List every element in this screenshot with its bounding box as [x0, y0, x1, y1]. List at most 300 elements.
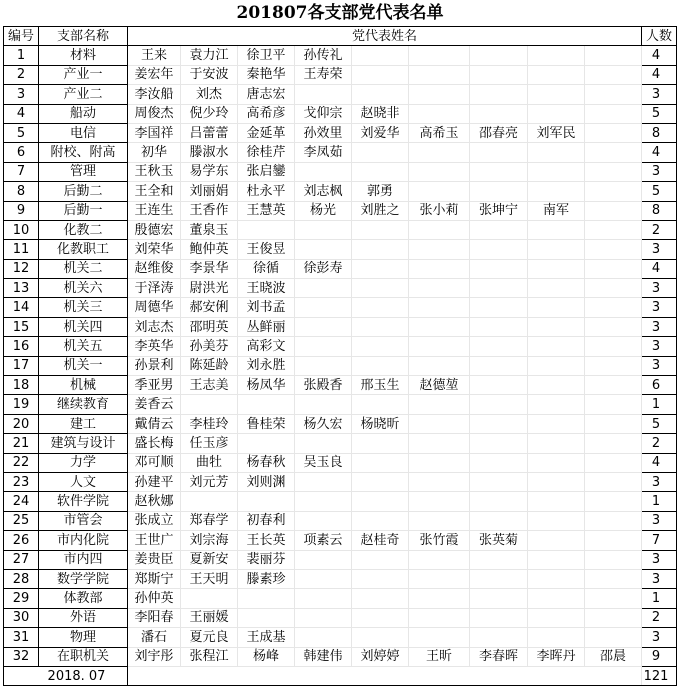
row-number: 10: [4, 220, 39, 239]
representative-name: 王世广: [128, 531, 181, 550]
representative-name: 郝安俐: [181, 298, 238, 317]
representative-name: 杨春秋: [238, 453, 295, 472]
representative-name: 李汝船: [128, 85, 181, 104]
representative-name: [295, 395, 352, 414]
representative-name: 初春利: [238, 511, 295, 530]
representative-name: 吴玉良: [295, 453, 352, 472]
representative-name: [409, 550, 470, 569]
table-row: [4, 104, 677, 123]
representative-name: [352, 453, 409, 472]
row-number: 32: [4, 647, 39, 666]
representative-name: 王俊昱: [238, 240, 295, 259]
representative-name: [295, 240, 352, 259]
representative-name: [295, 434, 352, 453]
branch-name: 市内四: [39, 550, 128, 569]
representative-name: [470, 46, 528, 65]
representative-name: [409, 143, 470, 162]
row-number: 17: [4, 356, 39, 375]
row-number: 21: [4, 434, 39, 453]
representative-name: [352, 65, 409, 84]
table-row: [4, 569, 677, 588]
representative-name: [528, 182, 585, 201]
representative-name: [528, 395, 585, 414]
representative-name: [470, 492, 528, 511]
representative-name: [585, 550, 642, 569]
representative-count: 4: [642, 143, 677, 162]
representative-name: 周德华: [128, 298, 181, 317]
representative-name: [470, 162, 528, 181]
representative-name: [470, 240, 528, 259]
representative-name: 尉洪光: [181, 279, 238, 298]
representative-count: 2: [642, 434, 677, 453]
representative-name: 戈仰宗: [295, 104, 352, 123]
header-branch: 支部名称: [39, 27, 128, 46]
representative-name: 王成基: [238, 628, 295, 647]
representative-count: 3: [642, 162, 677, 181]
representative-name: [409, 492, 470, 511]
representative-name: 陈延龄: [181, 356, 238, 375]
representative-name: [585, 511, 642, 530]
table-row: [4, 472, 677, 491]
representative-name: [585, 240, 642, 259]
row-number: 25: [4, 511, 39, 530]
representative-name: [352, 608, 409, 627]
representative-name: [470, 376, 528, 395]
representative-name: [409, 569, 470, 588]
table-row: [4, 414, 677, 433]
representative-name: [409, 453, 470, 472]
table-row: [4, 453, 677, 472]
representative-count: 2: [642, 608, 677, 627]
representative-name: [470, 395, 528, 414]
representative-name: [181, 589, 238, 608]
representative-name: 高希玉: [409, 123, 470, 142]
representative-name: [528, 569, 585, 588]
representative-name: 王丽媛: [181, 608, 238, 627]
representative-name: [470, 434, 528, 453]
representative-name: [585, 201, 642, 220]
row-number: 18: [4, 376, 39, 395]
branch-name: 外语: [39, 608, 128, 627]
row-number: 20: [4, 414, 39, 433]
row-number: 16: [4, 337, 39, 356]
representative-name: [409, 511, 470, 530]
representative-name: 夏元良: [181, 628, 238, 647]
representative-name: 吕蕾蕾: [181, 123, 238, 142]
table-row: [4, 531, 677, 550]
branch-name: 机关六: [39, 279, 128, 298]
table-row: [4, 317, 677, 336]
representative-name: [295, 550, 352, 569]
representative-name: 刘永胜: [238, 356, 295, 375]
representative-name: 周俊杰: [128, 104, 181, 123]
representative-name: 刘爱华: [352, 123, 409, 142]
representative-name: 杨光: [295, 201, 352, 220]
representative-name: 徐桂芹: [238, 143, 295, 162]
footer-total: 121: [642, 666, 677, 685]
branch-name: 产业一: [39, 65, 128, 84]
representative-name: [238, 434, 295, 453]
representative-name: 孙传礼: [295, 46, 352, 65]
representative-name: [470, 628, 528, 647]
representative-name: 刘婷婷: [352, 647, 409, 666]
representative-name: [352, 434, 409, 453]
representative-name: 韩建伟: [295, 647, 352, 666]
representative-name: [528, 414, 585, 433]
representative-count: 3: [642, 279, 677, 298]
representative-name: 潘石: [128, 628, 181, 647]
representative-name: [181, 492, 238, 511]
representative-name: [528, 65, 585, 84]
representative-name: [295, 317, 352, 336]
representative-name: [295, 356, 352, 375]
representative-name: 初华: [128, 143, 181, 162]
representative-name: [528, 279, 585, 298]
representative-name: [585, 589, 642, 608]
representative-name: [470, 511, 528, 530]
row-number: 26: [4, 531, 39, 550]
representative-name: [409, 317, 470, 336]
row-number: 8: [4, 182, 39, 201]
representative-name: 李凤茹: [295, 143, 352, 162]
representative-name: [409, 628, 470, 647]
representative-name: 于安波: [181, 65, 238, 84]
representative-name: [352, 550, 409, 569]
representative-name: 王香作: [181, 201, 238, 220]
representative-name: [528, 337, 585, 356]
representative-name: [470, 337, 528, 356]
table-row: [4, 259, 677, 278]
representative-name: 李春晖: [470, 647, 528, 666]
representative-name: [352, 259, 409, 278]
representative-name: [295, 337, 352, 356]
table-row: [4, 376, 677, 395]
representative-name: [409, 337, 470, 356]
row-number: 1: [4, 46, 39, 65]
representative-name: 郭勇: [352, 182, 409, 201]
representative-name: 曲牡: [181, 453, 238, 472]
representative-name: 任玉彦: [181, 434, 238, 453]
representative-name: 赵秋娜: [128, 492, 181, 511]
representative-name: 李桂玲: [181, 414, 238, 433]
representative-name: [409, 434, 470, 453]
representative-name: [585, 259, 642, 278]
representative-count: 6: [642, 376, 677, 395]
branch-name: 建筑与设计: [39, 434, 128, 453]
representative-name: 邵春亮: [470, 123, 528, 142]
representative-count: 3: [642, 628, 677, 647]
representative-name: [352, 356, 409, 375]
row-number: 14: [4, 298, 39, 317]
representative-name: [585, 531, 642, 550]
row-number: 15: [4, 317, 39, 336]
branch-name: 机关一: [39, 356, 128, 375]
representative-count: 3: [642, 550, 677, 569]
representative-name: [585, 492, 642, 511]
representative-name: [528, 376, 585, 395]
representative-name: 项素云: [295, 531, 352, 550]
representative-name: 袁力江: [181, 46, 238, 65]
table-row: [4, 279, 677, 298]
representative-count: 3: [642, 240, 677, 259]
representative-name: [528, 240, 585, 259]
representative-name: 滕素珍: [238, 569, 295, 588]
representative-name: [352, 143, 409, 162]
table-body: [4, 27, 677, 686]
branch-name: 数学学院: [39, 569, 128, 588]
representative-name: 孙建平: [128, 472, 181, 491]
representative-name: [181, 395, 238, 414]
table-row: [4, 182, 677, 201]
representative-name: 王志美: [181, 376, 238, 395]
table-row: [4, 162, 677, 181]
representative-name: [528, 298, 585, 317]
representative-name: 赵维俊: [128, 259, 181, 278]
representative-name: 徐彭寿: [295, 259, 352, 278]
representative-name: 孙仲英: [128, 589, 181, 608]
representative-name: [409, 220, 470, 239]
row-number: 7: [4, 162, 39, 181]
representative-name: [470, 220, 528, 239]
representative-name: 李景华: [181, 259, 238, 278]
branch-name: 管理: [39, 162, 128, 181]
representative-name: [409, 85, 470, 104]
branch-name: 化教职工: [39, 240, 128, 259]
representative-name: 高彩文: [238, 337, 295, 356]
representative-name: [470, 104, 528, 123]
branch-name: 机关三: [39, 298, 128, 317]
representative-name: [585, 182, 642, 201]
representative-name: [585, 85, 642, 104]
representative-name: [470, 65, 528, 84]
representative-name: [585, 395, 642, 414]
header-representatives: 党代表姓名: [128, 27, 642, 46]
representative-count: 4: [642, 65, 677, 84]
representative-name: [295, 85, 352, 104]
branch-name: 电信: [39, 123, 128, 142]
representative-name: 刘志枫: [295, 182, 352, 201]
representative-name: [295, 220, 352, 239]
representative-name: 滕淑水: [181, 143, 238, 162]
representative-name: 杨晓昕: [352, 414, 409, 433]
representative-name: [528, 511, 585, 530]
representative-name: [528, 220, 585, 239]
representative-name: [528, 472, 585, 491]
table-row: [4, 298, 677, 317]
representative-name: 刘胜之: [352, 201, 409, 220]
representative-count: 1: [642, 395, 677, 414]
representative-count: 3: [642, 85, 677, 104]
representative-name: [409, 414, 470, 433]
representative-name: 殷德宏: [128, 220, 181, 239]
representative-count: 3: [642, 356, 677, 375]
table-row: [4, 492, 677, 511]
representative-name: 邢玉生: [352, 376, 409, 395]
representative-name: 姜香云: [128, 395, 181, 414]
branch-name: 产业二: [39, 85, 128, 104]
representative-name: [409, 182, 470, 201]
representative-name: [470, 608, 528, 627]
representative-name: [352, 298, 409, 317]
representative-name: [585, 317, 642, 336]
representative-name: [295, 569, 352, 588]
representative-name: 李英华: [128, 337, 181, 356]
table-row: [4, 647, 677, 666]
representatives-table: [3, 26, 677, 686]
representative-name: [585, 414, 642, 433]
representative-name: [238, 589, 295, 608]
table-row: [4, 65, 677, 84]
representative-name: 王慧英: [238, 201, 295, 220]
representative-name: 王晓波: [238, 279, 295, 298]
footer-row: [4, 666, 677, 685]
table-row: [4, 201, 677, 220]
representative-count: 5: [642, 414, 677, 433]
representative-name: 王长英: [238, 531, 295, 550]
row-number: 31: [4, 628, 39, 647]
representative-count: 4: [642, 46, 677, 65]
representative-name: [585, 104, 642, 123]
representative-name: [528, 143, 585, 162]
representative-name: [409, 240, 470, 259]
header-count: 人数: [642, 27, 677, 46]
representative-name: [352, 628, 409, 647]
representative-name: [585, 337, 642, 356]
row-number: 4: [4, 104, 39, 123]
representative-name: [470, 279, 528, 298]
representative-name: 张坤宁: [470, 201, 528, 220]
document-title: 201807各支部党代表名单: [236, 3, 444, 23]
representative-name: [352, 492, 409, 511]
branch-name: 机关二: [39, 259, 128, 278]
representative-name: [238, 220, 295, 239]
table-row: [4, 434, 677, 453]
representative-name: [295, 608, 352, 627]
representative-name: 李阳春: [128, 608, 181, 627]
representative-name: [585, 123, 642, 142]
representative-name: 倪少玲: [181, 104, 238, 123]
branch-name: 在职机关: [39, 647, 128, 666]
row-number: 23: [4, 472, 39, 491]
representative-name: [409, 65, 470, 84]
representative-name: [470, 317, 528, 336]
representative-name: [585, 298, 642, 317]
representative-name: 戴倩云: [128, 414, 181, 433]
branch-name: 物理: [39, 628, 128, 647]
footer-blank: [128, 666, 642, 685]
representative-name: 孙效里: [295, 123, 352, 142]
representative-name: [470, 414, 528, 433]
representative-name: [528, 492, 585, 511]
representative-name: [585, 279, 642, 298]
representative-name: 李晖丹: [528, 647, 585, 666]
table-row: [4, 143, 677, 162]
branch-name: 化教二: [39, 220, 128, 239]
representative-count: 3: [642, 317, 677, 336]
representative-name: 南军: [528, 201, 585, 220]
representative-name: [585, 628, 642, 647]
representative-name: 王昕: [409, 647, 470, 666]
representative-name: [528, 550, 585, 569]
representative-count: 9: [642, 647, 677, 666]
table-row: [4, 608, 677, 627]
table-row: [4, 356, 677, 375]
representative-name: 赵德堃: [409, 376, 470, 395]
representative-name: [528, 259, 585, 278]
representative-name: 张成立: [128, 511, 181, 530]
representative-count: 7: [642, 531, 677, 550]
header-number: 编号: [4, 27, 39, 46]
representative-name: [585, 356, 642, 375]
representative-name: [409, 356, 470, 375]
table-row: [4, 46, 677, 65]
branch-name: 建工: [39, 414, 128, 433]
representative-name: 郑春学: [181, 511, 238, 530]
representative-count: 3: [642, 569, 677, 588]
representative-name: [295, 589, 352, 608]
representative-name: [352, 317, 409, 336]
representative-name: 秦艳华: [238, 65, 295, 84]
representative-name: 鲍仲英: [181, 240, 238, 259]
representative-name: 唐志宏: [238, 85, 295, 104]
representative-name: 王天明: [181, 569, 238, 588]
representative-name: [409, 472, 470, 491]
representative-name: [470, 550, 528, 569]
representative-name: [409, 46, 470, 65]
row-number: 22: [4, 453, 39, 472]
representative-name: [352, 46, 409, 65]
representative-name: 王连生: [128, 201, 181, 220]
representative-name: 赵晓非: [352, 104, 409, 123]
row-number: 12: [4, 259, 39, 278]
representative-name: [409, 259, 470, 278]
representative-name: [295, 492, 352, 511]
branch-name: 市管会: [39, 511, 128, 530]
representative-name: [470, 589, 528, 608]
representative-name: 刘则渊: [238, 472, 295, 491]
representative-name: 王寿荣: [295, 65, 352, 84]
header-row: [4, 27, 677, 46]
representative-name: 夏新安: [181, 550, 238, 569]
branch-name: 人文: [39, 472, 128, 491]
branch-name: 机械: [39, 376, 128, 395]
representative-name: [295, 511, 352, 530]
table-row: [4, 123, 677, 142]
row-number: 19: [4, 395, 39, 414]
table-row: [4, 240, 677, 259]
representative-name: [409, 395, 470, 414]
representative-count: 8: [642, 201, 677, 220]
row-number: 3: [4, 85, 39, 104]
table-row: [4, 511, 677, 530]
representative-count: 3: [642, 298, 677, 317]
representative-name: [352, 569, 409, 588]
row-number: 9: [4, 201, 39, 220]
representative-name: 杨峰: [238, 647, 295, 666]
representative-count: 1: [642, 589, 677, 608]
row-number: 11: [4, 240, 39, 259]
representative-count: 5: [642, 182, 677, 201]
table-row: [4, 628, 677, 647]
representative-name: 刘宗海: [181, 531, 238, 550]
representative-count: 5: [642, 104, 677, 123]
representative-name: [528, 356, 585, 375]
representative-name: [585, 143, 642, 162]
table-row: [4, 395, 677, 414]
representative-name: [470, 85, 528, 104]
footer-date: 2018. 07: [4, 666, 128, 685]
representative-name: 赵桂奇: [352, 531, 409, 550]
